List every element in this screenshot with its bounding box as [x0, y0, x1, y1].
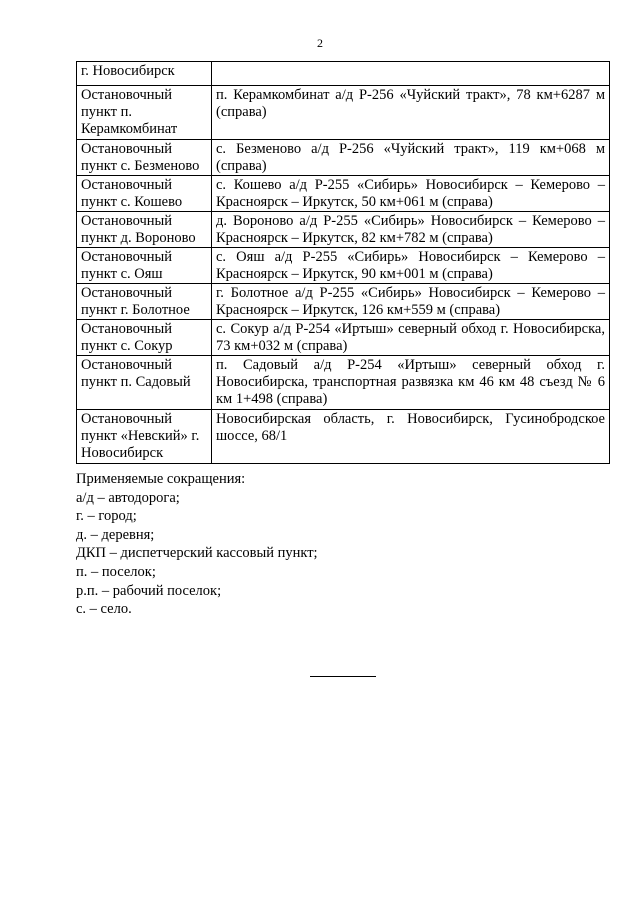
table-row: [77, 284, 610, 320]
stop-address-cell: с. Безменово а/д Р-256 «Чуйский тракт», 119 км+068 м (справа): [212, 140, 610, 176]
table-row: [77, 140, 610, 176]
stop-name-cell: г. Новосибирск: [77, 62, 212, 86]
stop-name-cell: Остановочный пункт п. Керамкомбинат: [77, 86, 212, 140]
table-row: [77, 248, 610, 284]
page-number: 2: [317, 36, 323, 50]
stops-table: [76, 61, 610, 464]
abbreviation-item: п. – поселок;: [76, 563, 156, 580]
abbreviation-item: д. – деревня;: [76, 526, 155, 543]
abbreviation-item: р.п. – рабочий поселок;: [76, 582, 222, 599]
stop-name-cell: Остановочный пункт с. Сокур: [77, 320, 212, 356]
table-row: [77, 356, 610, 410]
stop-address-cell: п. Садовый а/д Р-254 «Иртыш» северный обход г. Новосибирска, транспортная развязка км 46 км 48 съезд № 6 км 1+498 (справа): [212, 356, 610, 410]
stop-name-cell: Остановочный пункт г. Болотное: [77, 284, 212, 320]
abbreviations-block: [76, 470, 318, 619]
stop-name-cell: Остановочный пункт п. Садовый: [77, 356, 212, 410]
stop-name-cell: Остановочный пункт с. Ояш: [77, 248, 212, 284]
table-row: [77, 410, 610, 464]
table-row: [77, 86, 610, 140]
stop-name-cell: Остановочный пункт с. Кошево: [77, 176, 212, 212]
stop-address-cell: п. Керамкомбинат а/д Р-256 «Чуйский тракт», 78 км+6287 м (справа): [212, 86, 610, 140]
stop-address-cell: с. Кошево а/д Р-255 «Сибирь» Новосибирск – Кемерово – Красноярск – Иркутск, 50 км+061 м (справа): [212, 176, 610, 212]
abbreviation-item: с. – село.: [76, 601, 132, 618]
abbreviation-item: а/д – автодорога;: [76, 489, 180, 506]
stop-address-cell: г. Болотное а/д Р-255 «Сибирь» Новосибирск – Кемерово – Красноярск – Иркутск, 126 км+559 м (справа): [212, 284, 610, 320]
stop-address-cell: с. Сокур а/д Р-254 «Иртыш» северный обход г. Новосибирска, 73 км+032 м (справа): [212, 320, 610, 356]
table-row: [77, 176, 610, 212]
abbreviation-item: г. – город;: [76, 508, 137, 525]
stop-name-cell: Остановочный пункт «Невский» г. Новосибирск: [77, 410, 212, 464]
stop-name-cell: Остановочный пункт д. Вороново: [77, 212, 212, 248]
stop-address-cell: Новосибирская область, г. Новосибирск, Гусинобродское шоссе, 68/1: [212, 410, 610, 464]
stop-address-cell: д. Вороново а/д Р-255 «Сибирь» Новосибирск – Кемерово – Красноярск – Иркутск, 82 км+782 м (справа): [212, 212, 610, 248]
stop-address-cell: [212, 62, 610, 86]
abbreviations-heading: Применяемые сокращения:: [76, 471, 246, 487]
stop-name-cell: Остановочный пункт с. Безменово: [77, 140, 212, 176]
end-of-document-line: [310, 676, 376, 677]
table-row: [77, 212, 610, 248]
abbreviation-item: ДКП – диспетчерский кассовый пункт;: [76, 545, 318, 562]
table-row: [77, 320, 610, 356]
stop-address-cell: с. Ояш а/д Р-255 «Сибирь» Новосибирск – Кемерово – Красноярск – Иркутск, 90 км+001 м (справа): [212, 248, 610, 284]
table-row: [77, 62, 610, 86]
